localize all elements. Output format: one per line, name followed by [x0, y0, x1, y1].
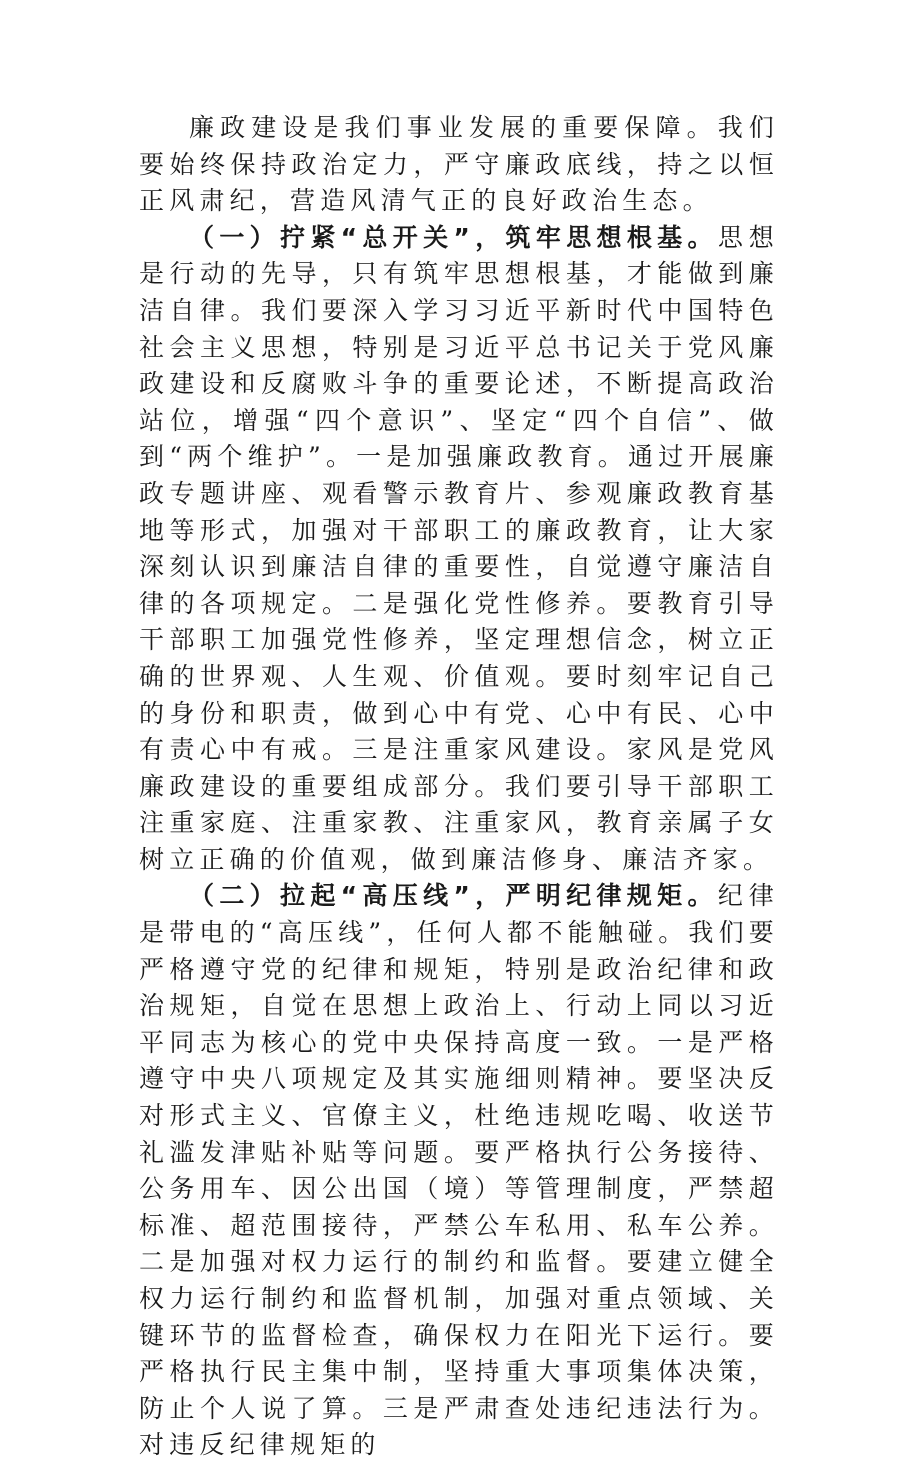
- section-1-body: 思想是行动的先导，只有筑牢思想根基，才能做到廉洁自律。我们要深入学习习近平新时代中国特色社会主义思想，特别是习近平总书记关于党风廉政建设和反腐败斗争的重要论述，不断提高政治站位，增强“四个意识”、坚定“四个自信”、做到“两个维护”。一是加强廉政教育。通过开展廉政专题讲座、观看警示教育片、参观廉政教育基地等形式，加强对干部职工的廉政教育，让大家深刻认识到廉洁自律的重要性，自觉遵守廉洁自律的各项规定。二是强化党性修养。要教育引导干部职工加强党性修养，坚定理想信念，树立正确的世界观、人生观、价值观。要时刻牢记自己的身份和职责，做到心中有党、心中有民、心中有责心中有戒。三是注重家风建设。家风是党风廉政建设的重要组成部分。我们要引导干部职工注重家庭、注重家教、注重家风，教育亲属子女树立正确的价值观，做到廉洁修身、廉洁齐家。: [139, 222, 779, 874]
- document-page: [139, 110, 779, 1464]
- section-2-paragraph: [139, 878, 779, 1464]
- intro-paragraph: [139, 110, 779, 220]
- intro-text: 廉政建设是我们事业发展的重要保障。我们要始终保持政治定力，严守廉政底线，持之以恒正风肃纪，营造风清气正的良好政治生态。: [139, 113, 779, 216]
- section-1-paragraph: [139, 220, 779, 879]
- section-2-body: 纪律是带电的“高压线”，任何人都不能触碰。我们要严格遵守党的纪律和规矩，特别是政治纪律和政治规矩，自觉在思想上政治上、行动上同以习近平同志为核心的党中央保持高度一致。一是严格遵守中央八项规定及其实施细则精神。要坚决反对形式主义、官僚主义，杜绝违规吃喝、收送节礼滥发津贴补贴等问题。要严格执行公务接待、公务用车、因公出国（境）等管理制度，严禁超标准、超范围接待，严禁公车私用、私车公养。二是加强对权力运行的制约和监督。要建立健全权力运行制约和监督机制，加强对重点领域、关键环节的监督检查，确保权力在阳光下运行。要严格执行民主集中制，坚持重大事项集体决策，防止个人说了算。三是严肃查处违纪违法行为。对违反纪律规矩的: [139, 881, 779, 1460]
- section-2-heading: （二）拉起“高压线”，严明纪律规矩。: [189, 881, 718, 911]
- section-1-heading: （一）拧紧“总开关”，筑牢思想根基。: [189, 222, 718, 252]
